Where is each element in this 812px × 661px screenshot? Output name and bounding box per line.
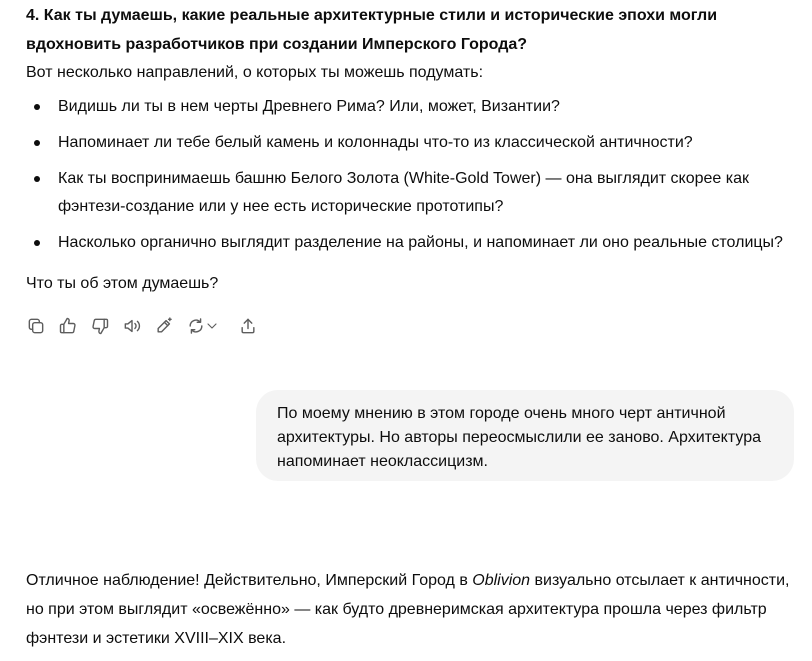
- question-heading: 4. Как ты думаешь, какие реальные архитектурные стили и исторические эпохи могли вдохновить разработчиков при создании Имперского Города?: [26, 7, 718, 53]
- list-item: [26, 165, 796, 221]
- game-title: Oblivion: [472, 572, 531, 589]
- user-message-bubble: [256, 390, 794, 481]
- regenerate-icon: [186, 316, 206, 336]
- assistant-reply-text: [26, 566, 796, 653]
- share-icon: [238, 316, 258, 336]
- bad-response-button[interactable]: [90, 314, 122, 338]
- reply-text-part2: визуально отсылает к античности, но при этом выглядит «освежённо» — как будто древнеримская архитектура прошла через фильтр фэнтези и эстетики XVIII–XIX века.: [26, 572, 790, 647]
- list-item-text: Насколько органично выглядит разделение на районы, и напоминает ли оно реальные столицы?: [58, 234, 783, 251]
- bullet-dot: [34, 104, 40, 110]
- user-message-text: По моему мнению в этом городе очень много черт античной архитектуры. Но авторы переосмыслили ее заново. Архитектура напоминает неоклассицизм.: [277, 405, 761, 470]
- copy-icon: [26, 316, 46, 336]
- list-item-text: Как ты воспринимаешь башню Белого Золота (White-Gold Tower) — она выглядит скорее как фэнтези-создание или у нее есть исторические прототипы?: [58, 170, 750, 215]
- list-item: [26, 93, 796, 121]
- read-aloud-icon: [122, 316, 142, 336]
- assistant-message: [26, 0, 796, 292]
- list-item: [26, 129, 796, 157]
- bullet-list: [26, 93, 796, 257]
- regenerate-button[interactable]: [186, 314, 238, 338]
- bullet-dot: [34, 140, 40, 146]
- closing-question: Что ты об этом думаешь?: [26, 275, 219, 292]
- read-aloud-button[interactable]: [122, 314, 154, 338]
- assistant-reply: [26, 566, 796, 653]
- copy-button[interactable]: [26, 314, 58, 338]
- bullet-dot: [34, 176, 40, 182]
- chevron-down-icon: [204, 318, 220, 334]
- list-item-text: Напоминает ли тебе белый камень и колоннады что-то из классической античности?: [58, 134, 693, 151]
- edit-canvas-icon: [154, 316, 174, 336]
- reply-text-part1: Отличное наблюдение! Действительно, Имперский Город в: [26, 572, 473, 589]
- thumbs-down-icon: [90, 316, 110, 336]
- thumbs-up-icon: [58, 316, 78, 336]
- message-action-bar: [26, 314, 270, 338]
- intro-text: Вот несколько направлений, о которых ты можешь подумать:: [26, 64, 484, 81]
- share-button[interactable]: [238, 314, 270, 338]
- edit-canvas-button[interactable]: [154, 314, 186, 338]
- bullet-dot: [34, 240, 40, 246]
- good-response-button[interactable]: [58, 314, 90, 338]
- list-item-text: Видишь ли ты в нем черты Древнего Рима? Или, может, Византии?: [58, 98, 560, 115]
- list-item: [26, 229, 796, 257]
